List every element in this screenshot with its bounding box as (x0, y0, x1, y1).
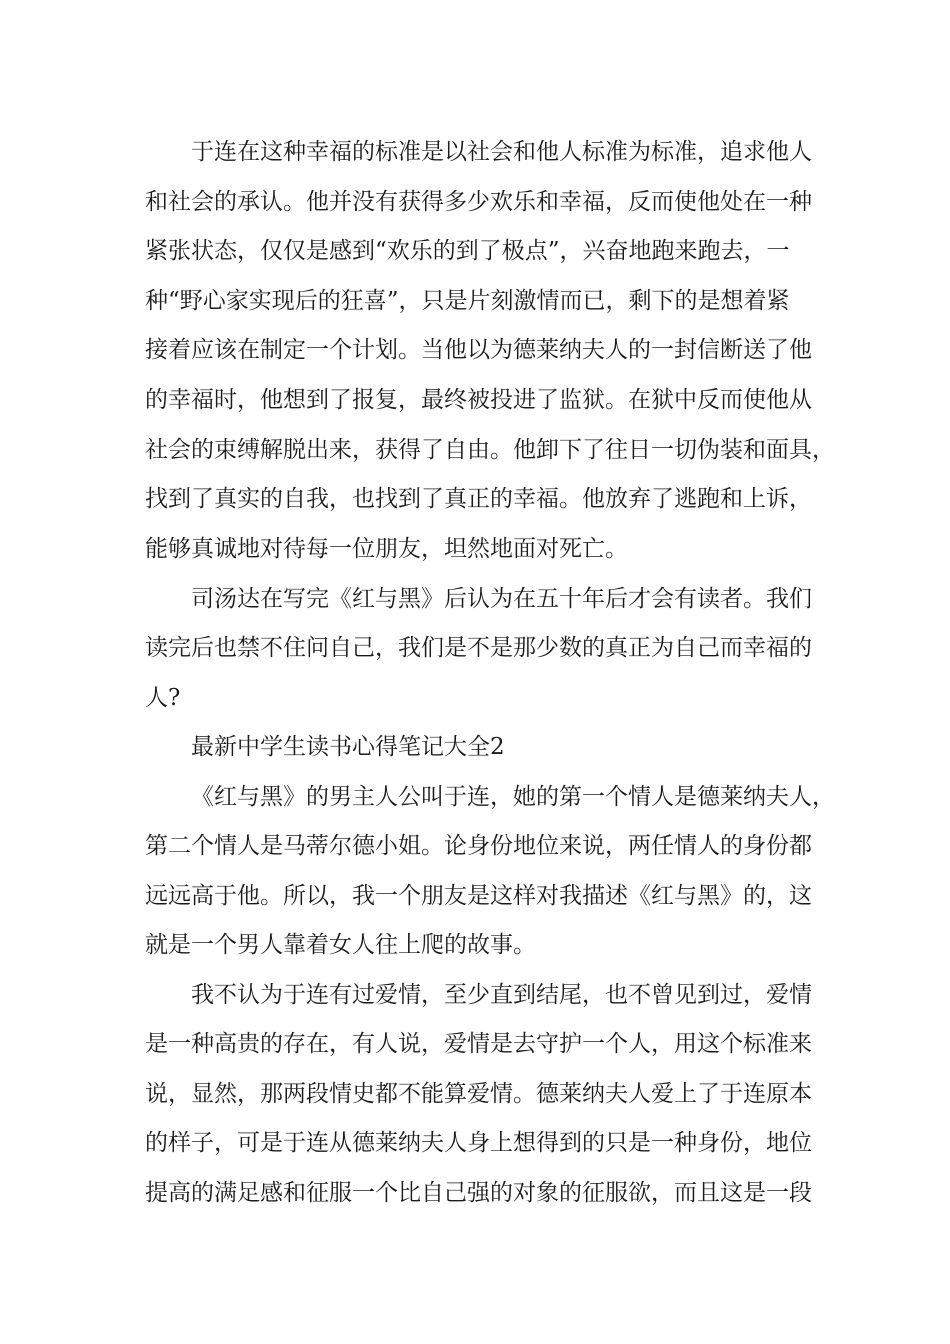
paragraph-1-line-9: 能够真诚地对待每一位朋友，坦然地面对死亡。 (145, 536, 628, 562)
paragraph-1-line-5: 接着应该在制定一个计划。当他以为德莱纳夫人的一封信断送了他 (145, 337, 812, 363)
paragraph-2-line-3: 人? (145, 685, 181, 711)
section-heading: 最新中学生读书心得笔记大全2 (191, 734, 505, 760)
paragraph-4-line-2: 是一种高贵的存在，有人说，爱情是去守护一个人，用这个标准来 (145, 1031, 812, 1057)
paragraph-1-line-4: 种“野心家实现后的狂喜”，只是片刻激情而已，剩下的是想着紧 (145, 288, 790, 314)
paragraph-1-line-7: 社会的束缚解脱出来，获得了自由。他卸下了往日一切伪装和面具， (145, 437, 835, 463)
paragraph-4-line-5: 提高的满足感和征服一个比自己强的对象的征服欲，而且这是一段 (145, 1180, 812, 1206)
paragraph-3-line-4: 就是一个男人靠着女人往上爬的故事。 (145, 932, 536, 958)
paragraph-2-line-1: 司汤达在写完《红与黑》后认为在五十年后才会有读者。我们 (191, 586, 812, 612)
paragraph-4-line-4: 的样子，可是于连从德莱纳夫人身上想得到的只是一种身份，地位 (145, 1130, 812, 1156)
paragraph-4-line-3: 说，显然，那两段情史都不能算爱情。德莱纳夫人爱上了于连原本 (145, 1081, 812, 1107)
paragraph-3-line-2: 第二个情人是马蒂尔德小姐。论身份地位来说，两任情人的身份都 (145, 833, 812, 859)
paragraph-1-line-2: 和社会的承认。他并没有获得多少欢乐和幸福，反而使他处在一种 (145, 189, 812, 215)
paragraph-1-line-6: 的幸福时，他想到了报复，最终被投进了监狱。在狱中反而使他从 (145, 387, 812, 413)
paragraph-2-line-2: 读完后也禁不住问自己，我们是不是那少数的真正为自己而幸福的 (145, 635, 812, 661)
paragraph-1-line-3: 紧张状态，仅仅是感到“欢乐的到了极点”，兴奋地跑来跑去，一 (145, 238, 790, 264)
paragraph-1-line-8: 找到了真实的自我，也找到了真正的幸福。他放弃了逃跑和上诉， (145, 486, 812, 512)
paragraph-3-line-3: 远远高于他。所以，我一个朋友是这样对我描述《红与黑》的，这 (145, 883, 812, 909)
paragraph-1-line-1: 于连在这种幸福的标准是以社会和他人标准为标准，追求他人 (191, 139, 812, 165)
paragraph-3-line-1: 《红与黑》的男主人公叫于连，她的第一个情人是德莱纳夫人， (191, 784, 835, 810)
paragraph-4-line-1: 我不认为于连有过爱情，至少直到结尾，也不曾见到过，爱情 (191, 982, 812, 1008)
